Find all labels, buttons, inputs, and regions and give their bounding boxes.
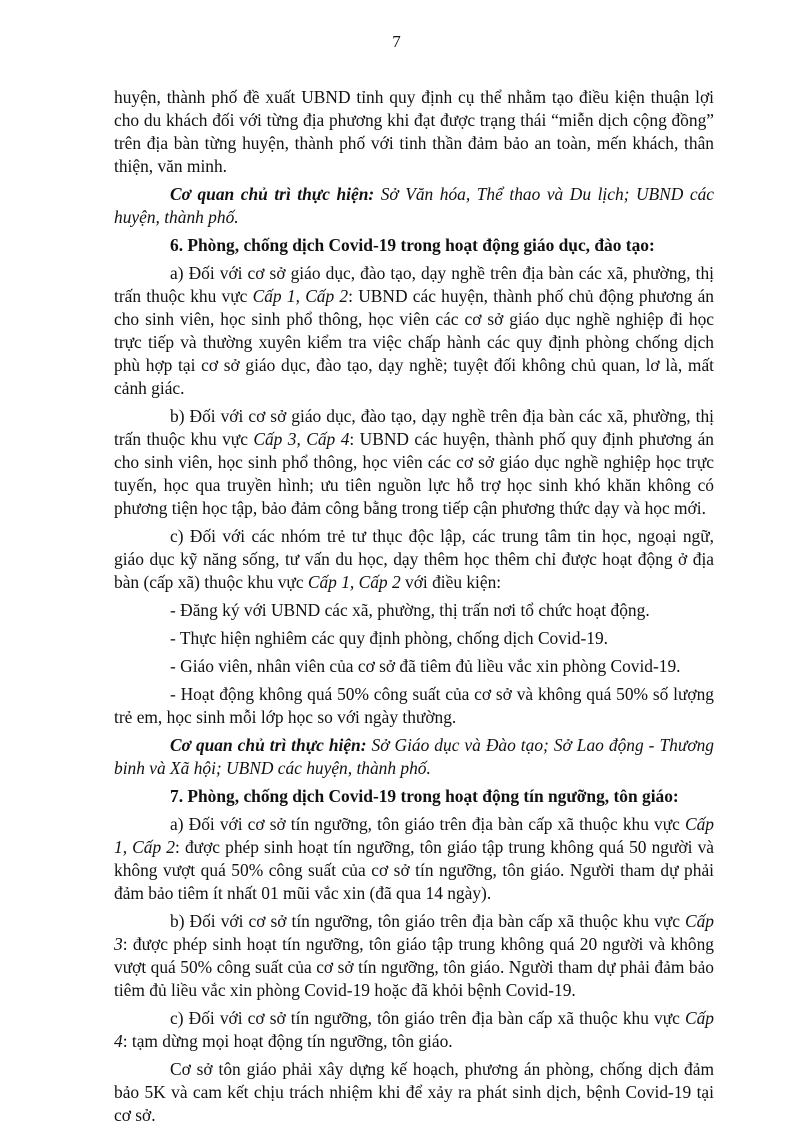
paragraph-text: b) Đối với cơ sở tín ngưỡng, tôn giáo trên địa bàn cấp xã thuộc khu vực [170,911,685,931]
paragraph [114,813,714,905]
paragraph-text: : tạm dừng mọi hoạt động tín ngưỡng, tôn giáo. [122,1031,453,1051]
page-number: 7 [392,32,401,51]
section-heading: 6. Phòng, chống dịch Covid-19 trong hoạt động giáo dục, đào tạo: [170,235,655,255]
paragraph [114,525,714,594]
zone-level-text: Cấp 4 [114,1008,714,1051]
responsible-label: Cơ quan chủ trì thực hiện: [170,735,367,755]
paragraph-text: : được phép sinh hoạt tín ngưỡng, tôn giáo tập trung không quá 50 người và không vượt quá 50% công suất của cơ sở tín ngưỡng, tôn giáo. Người tham dự phải đảm bảo tiêm ít nhất 01 mũi vắc xin (đã qua 14 ngày). [114,837,714,903]
paragraph-text: : UBND các huyện, thành phố chủ động phương án cho sinh viên, học sinh phổ thông, học viên các cơ sở giáo dục nghề nghiệp đi học trực tiếp và thường xuyên kiểm tra việc chấp hành các quy định phòng chống dịch phù hợp tại cơ sở giáo dục, đào tạo, dạy nghề; tuyệt đối không chủ quan, lơ là, mất cảnh giác. [114,286,715,398]
responsible-agency [114,183,714,229]
zone-level-text: Cấp 3 [114,911,714,954]
paragraph-text: c) Đối với cơ sở tín ngưỡng, tôn giáo trên địa bàn cấp xã thuộc khu vực [170,1008,685,1028]
paragraph-text: a) Đối với cơ sở giáo dục, đào tạo, dạy nghề trên địa bàn các xã, phường, thị trấn thuộc khu vực [114,263,714,306]
paragraph [114,910,714,1002]
document-body [114,86,714,1132]
zone-level-text: Cấp 1, Cấp 2 [114,814,714,857]
paragraph [114,405,714,520]
paragraph: huyện, thành phố đề xuất UBND tỉnh quy định cụ thể nhằm tạo điều kiện thuận lợi cho du khách đối với từng địa phương khi đạt được trạng thái “miễn dịch cộng đồng” trên địa bàn từng huyện, thành phố với tinh thần đảm bảo an toàn, mến khách, thân thiện, văn minh. [114,87,714,176]
paragraph-text: c) Đối với các nhóm trẻ tư thục độc lập, các trung tâm tin học, ngoại ngữ, giáo dục kỹ năng sống, tư vấn du học, dạy thêm học thêm chỉ được hoạt động ở địa bàn (cấp xã) thuộc khu vực [114,526,714,592]
list-item: - Hoạt động không quá 50% công suất của cơ sở và không quá 50% số lượng trẻ em, học sinh mỗi lớp học so với ngày thường. [114,684,714,727]
zone-level-text: Cấp 1, Cấp 2 [307,572,401,592]
paragraph-text: : UBND các huyện, thành phố quy định phương án cho sinh viên, học sinh phổ thông, học viên các cơ sở giáo dục nghề nghiệp học trực tuyến, học qua truyền hình; ưu tiên nguồn lực hỗ trợ học sinh khó khăn không có phương tiện học tập, bảo đảm công bằng trong tiếp cận phương thức dạy và học mới. [114,429,714,518]
responsible-label: Cơ quan chủ trì thực hiện: [170,184,375,204]
responsible-text: Sở Văn hóa, Thể thao và Du lịch; UBND các huyện, thành phố. [114,184,714,227]
paragraph: Cơ sở tôn giáo phải xây dựng kế hoạch, phương án phòng, chống dịch đảm bảo 5K và cam kết chịu trách nhiệm khi để xảy ra phát sinh dịch, bệnh Covid-19 tại cơ sở. [114,1059,714,1125]
list-item: - Giáo viên, nhân viên của cơ sở đã tiêm đủ liều vắc xin phòng Covid-19. [170,656,681,676]
responsible-agency [114,734,714,780]
list-item: - Thực hiện nghiêm các quy định phòng, chống dịch Covid-19. [170,628,608,648]
zone-level-text: Cấp 3, Cấp 4 [253,429,350,449]
responsible-text: Sở Giáo dục và Đào tạo; Sở Lao động - Thương binh và Xã hội; UBND các huyện, thành phố. [114,735,714,778]
paragraph [114,262,714,400]
zone-level-text: Cấp 1, Cấp 2 [252,286,349,306]
section-heading: 7. Phòng, chống dịch Covid-19 trong hoạt động tín ngưỡng, tôn giáo: [170,786,679,806]
paragraph-text: với điều kiện: [400,572,502,592]
paragraph-text: a) Đối với cơ sở tín ngưỡng, tôn giáo trên địa bàn cấp xã thuộc khu vực [170,814,685,834]
paragraph-text: b) Đối với cơ sở giáo dục, đào tạo, dạy nghề trên địa bàn các xã, phường, thị trấn thuộc khu vực [114,406,714,449]
paragraph-text: : được phép sinh hoạt tín ngưỡng, tôn giáo tập trung không quá 20 người và không vượt quá 50% công suất của cơ sở tín ngưỡng, tôn giáo. Người tham dự phải đảm bảo tiêm đủ liều vắc xin phòng Covid-19 hoặc đã khỏi bệnh Covid-19. [114,934,714,1000]
list-item: - Đăng ký với UBND các xã, phường, thị trấn nơi tổ chức hoạt động. [170,600,650,620]
paragraph [114,1007,714,1053]
